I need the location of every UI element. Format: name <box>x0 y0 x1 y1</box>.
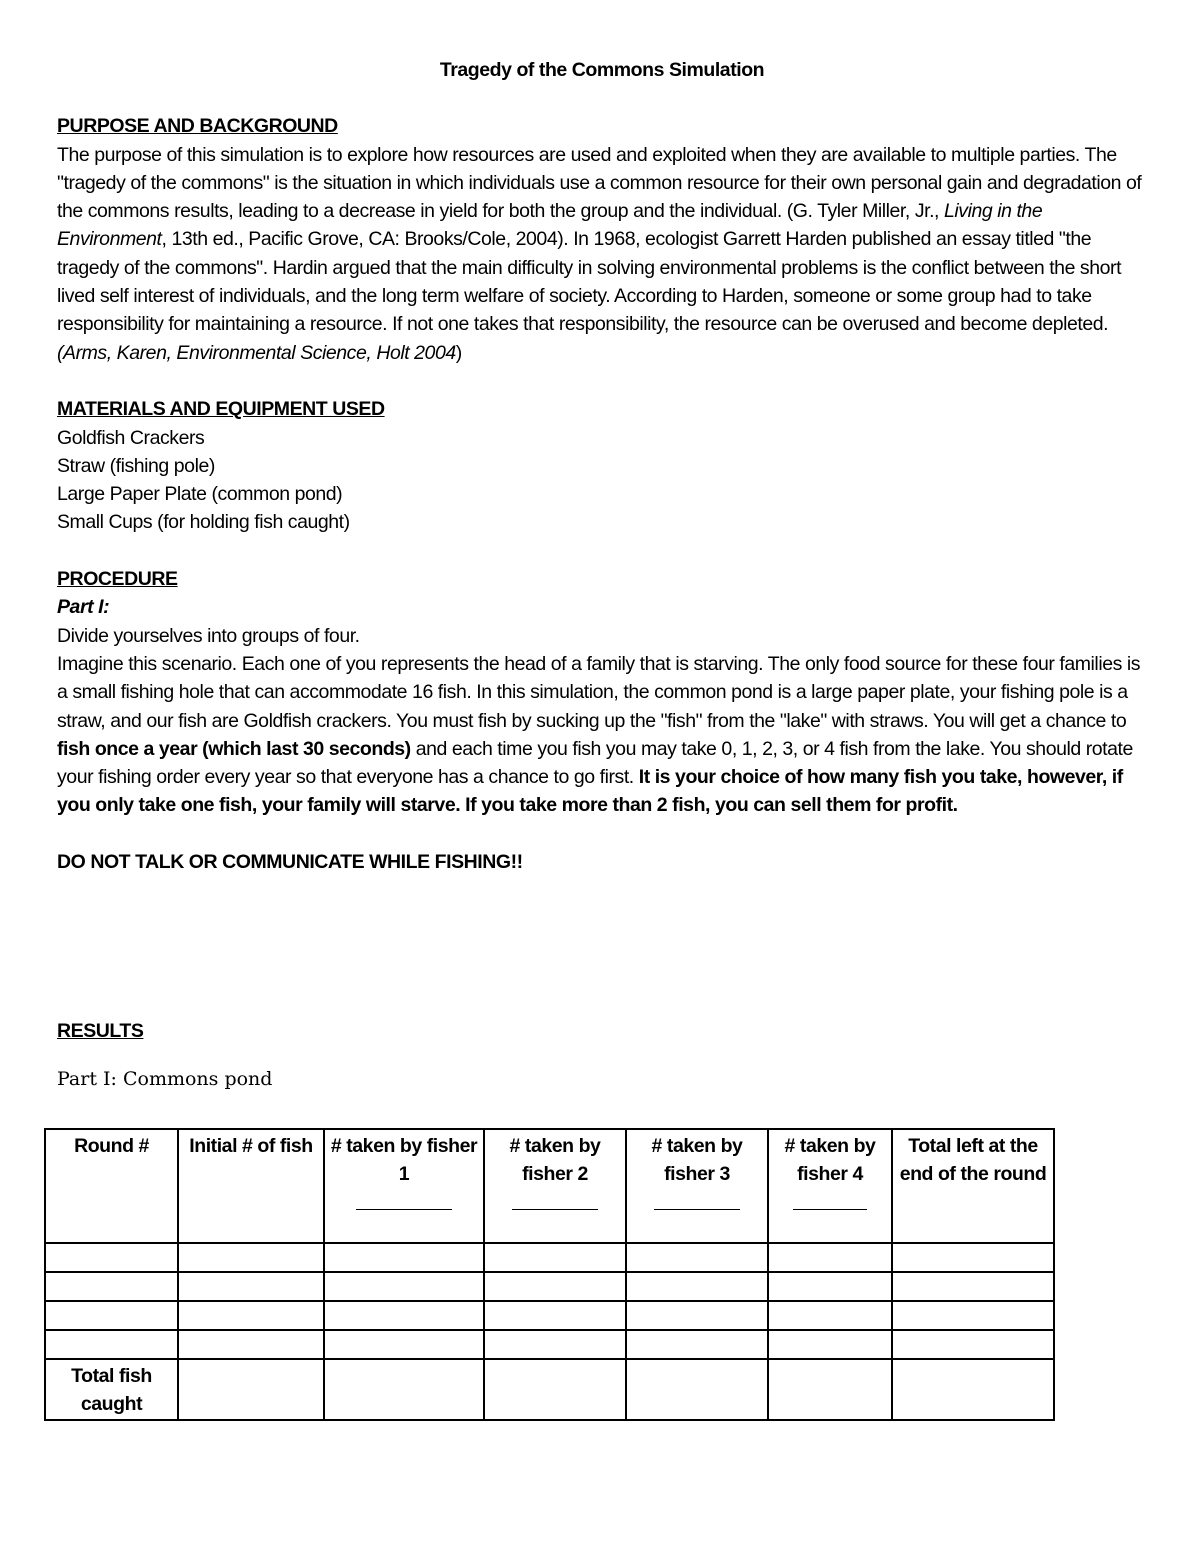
total-label: Total fish caught <box>45 1359 178 1420</box>
column-header: Initial # of fish <box>178 1129 324 1243</box>
material-item: Small Cups (for holding fish caught) <box>57 511 350 534</box>
table-cell[interactable] <box>484 1330 626 1359</box>
fisher-name-blank[interactable] <box>654 1189 740 1210</box>
table-cell[interactable] <box>484 1272 626 1301</box>
table-cell[interactable] <box>178 1359 324 1420</box>
table-row <box>45 1301 1054 1330</box>
table-row <box>45 1330 1054 1359</box>
table-cell[interactable] <box>324 1301 484 1330</box>
table-cell[interactable] <box>626 1359 768 1420</box>
citation: (Arms, Karen, Environmental Science, Holt 2004 <box>57 341 456 364</box>
table-cell[interactable] <box>45 1272 178 1301</box>
material-item: Straw (fishing pole) <box>57 454 215 477</box>
table-cell[interactable] <box>45 1301 178 1330</box>
results-table <box>44 1128 1055 1421</box>
column-header-text: # taken by fisher 4 <box>784 1135 876 1186</box>
table-cell[interactable] <box>484 1243 626 1272</box>
no-talking-warning: DO NOT TALK OR COMMUNICATE WHILE FISHING!! <box>57 851 523 874</box>
column-header: Total left at the end of the round <box>892 1129 1054 1243</box>
purpose-text-1: The purpose of this simulation is to explore how resources are used and exploited when they are available to multiple parties. The "tragedy of the commons" is the situation in which individuals use a common resource for their own personal gain and degradation of the commons results, leading to a decrease in yield for both the group and the individual. (G. Tyler Miller, Jr., <box>57 143 1142 223</box>
procedure-paragraph <box>57 650 1147 820</box>
procedure-heading: PROCEDURE <box>57 568 178 591</box>
table-cell[interactable] <box>768 1330 892 1359</box>
table-header-row <box>45 1129 1054 1243</box>
table-cell[interactable] <box>324 1359 484 1420</box>
table-total-row <box>45 1359 1054 1420</box>
column-header <box>768 1129 892 1243</box>
table-cell[interactable] <box>892 1272 1054 1301</box>
citation-close: ) <box>455 341 462 364</box>
table-cell[interactable] <box>768 1301 892 1330</box>
table-row <box>45 1243 1054 1272</box>
table-cell[interactable] <box>626 1330 768 1359</box>
column-header <box>324 1129 484 1243</box>
table-cell[interactable] <box>178 1272 324 1301</box>
column-header <box>626 1129 768 1243</box>
procedure-bold-b: It is your choice of how many fish you take, however, if you only take one fish, your family will starve. If you take more than 2 fish, you can sell them for profit. <box>57 766 1123 817</box>
table-cell[interactable] <box>45 1243 178 1272</box>
table-cell[interactable] <box>178 1330 324 1359</box>
purpose-heading: PURPOSE AND BACKGROUND <box>57 115 338 138</box>
material-item: Large Paper Plate (common pond) <box>57 483 343 506</box>
table-cell[interactable] <box>324 1272 484 1301</box>
table-cell[interactable] <box>892 1330 1054 1359</box>
document-page <box>57 56 1147 1090</box>
table-cell[interactable] <box>892 1243 1054 1272</box>
column-header-text: # taken by fisher 1 <box>330 1135 478 1186</box>
fisher-name-blank[interactable] <box>512 1189 598 1210</box>
table-cell[interactable] <box>768 1359 892 1420</box>
procedure-text-a: Imagine this scenario. Each one of you represents the head of a family that is starving. The only food source for these four families is a small fishing hole that can accommodate 16 fish. In this simulation, the common pond is a large paper plate, your fishing pole is a straw, and our fish are Goldfish crackers. You must fish by sucking up the "fish" from the "lake" with straws. You will get a chance to <box>57 652 1141 732</box>
table-cell[interactable] <box>45 1330 178 1359</box>
document-title: Tragedy of the Commons Simulation <box>439 59 765 81</box>
table-cell[interactable] <box>626 1272 768 1301</box>
part-label: Part I: <box>57 596 110 619</box>
procedure-line-1: Divide yourselves into groups of four. <box>57 624 360 647</box>
results-heading: RESULTS <box>57 1020 144 1043</box>
table-row <box>45 1272 1054 1301</box>
table-cell[interactable] <box>324 1330 484 1359</box>
table-cell[interactable] <box>484 1359 626 1420</box>
table-cell[interactable] <box>768 1243 892 1272</box>
table-cell[interactable] <box>768 1272 892 1301</box>
table-cell[interactable] <box>892 1359 1054 1420</box>
table-cell[interactable] <box>178 1243 324 1272</box>
purpose-paragraph <box>57 141 1147 367</box>
table-cell[interactable] <box>484 1301 626 1330</box>
table-cell[interactable] <box>626 1301 768 1330</box>
column-header: Round # <box>45 1129 178 1243</box>
table-cell[interactable] <box>892 1301 1054 1330</box>
materials-heading: MATERIALS AND EQUIPMENT USED <box>57 398 385 421</box>
table-caption: Part I: Commons pond <box>57 1067 273 1090</box>
book-title: Living in the Environment <box>57 200 1043 251</box>
fisher-name-blank[interactable] <box>793 1189 867 1210</box>
column-header-text: # taken by fisher 3 <box>651 1135 743 1186</box>
procedure-text-b: and each time you fish you may take 0, 1, 2, 3, or 4 fish from the lake. You should rotate your fishing order every year so that everyone has a chance to go first. <box>57 737 1133 789</box>
purpose-text-2: , 13th ed., Pacific Grove, CA: Brooks/Cole, 2004). In 1968, ecologist Garrett Harden published an essay titled "the tragedy of the commons". Hardin argued that the main difficulty in solving environmental problems is the conflict between the short lived self interest of individuals, and the long term welfare of society. According to Harden, someone or some group had to take responsibility for maintaining a resource. If not one takes that responsibility, the resource can be overused and become depleted. <box>57 228 1122 336</box>
column-header-text: # taken by fisher 2 <box>509 1135 601 1186</box>
table-cell[interactable] <box>626 1243 768 1272</box>
material-item: Goldfish Crackers <box>57 426 205 449</box>
fisher-name-blank[interactable] <box>356 1189 452 1210</box>
column-header <box>484 1129 626 1243</box>
table-cell[interactable] <box>324 1243 484 1272</box>
table-cell[interactable] <box>178 1301 324 1330</box>
procedure-bold-a: fish once a year (which last 30 seconds) <box>57 737 411 760</box>
